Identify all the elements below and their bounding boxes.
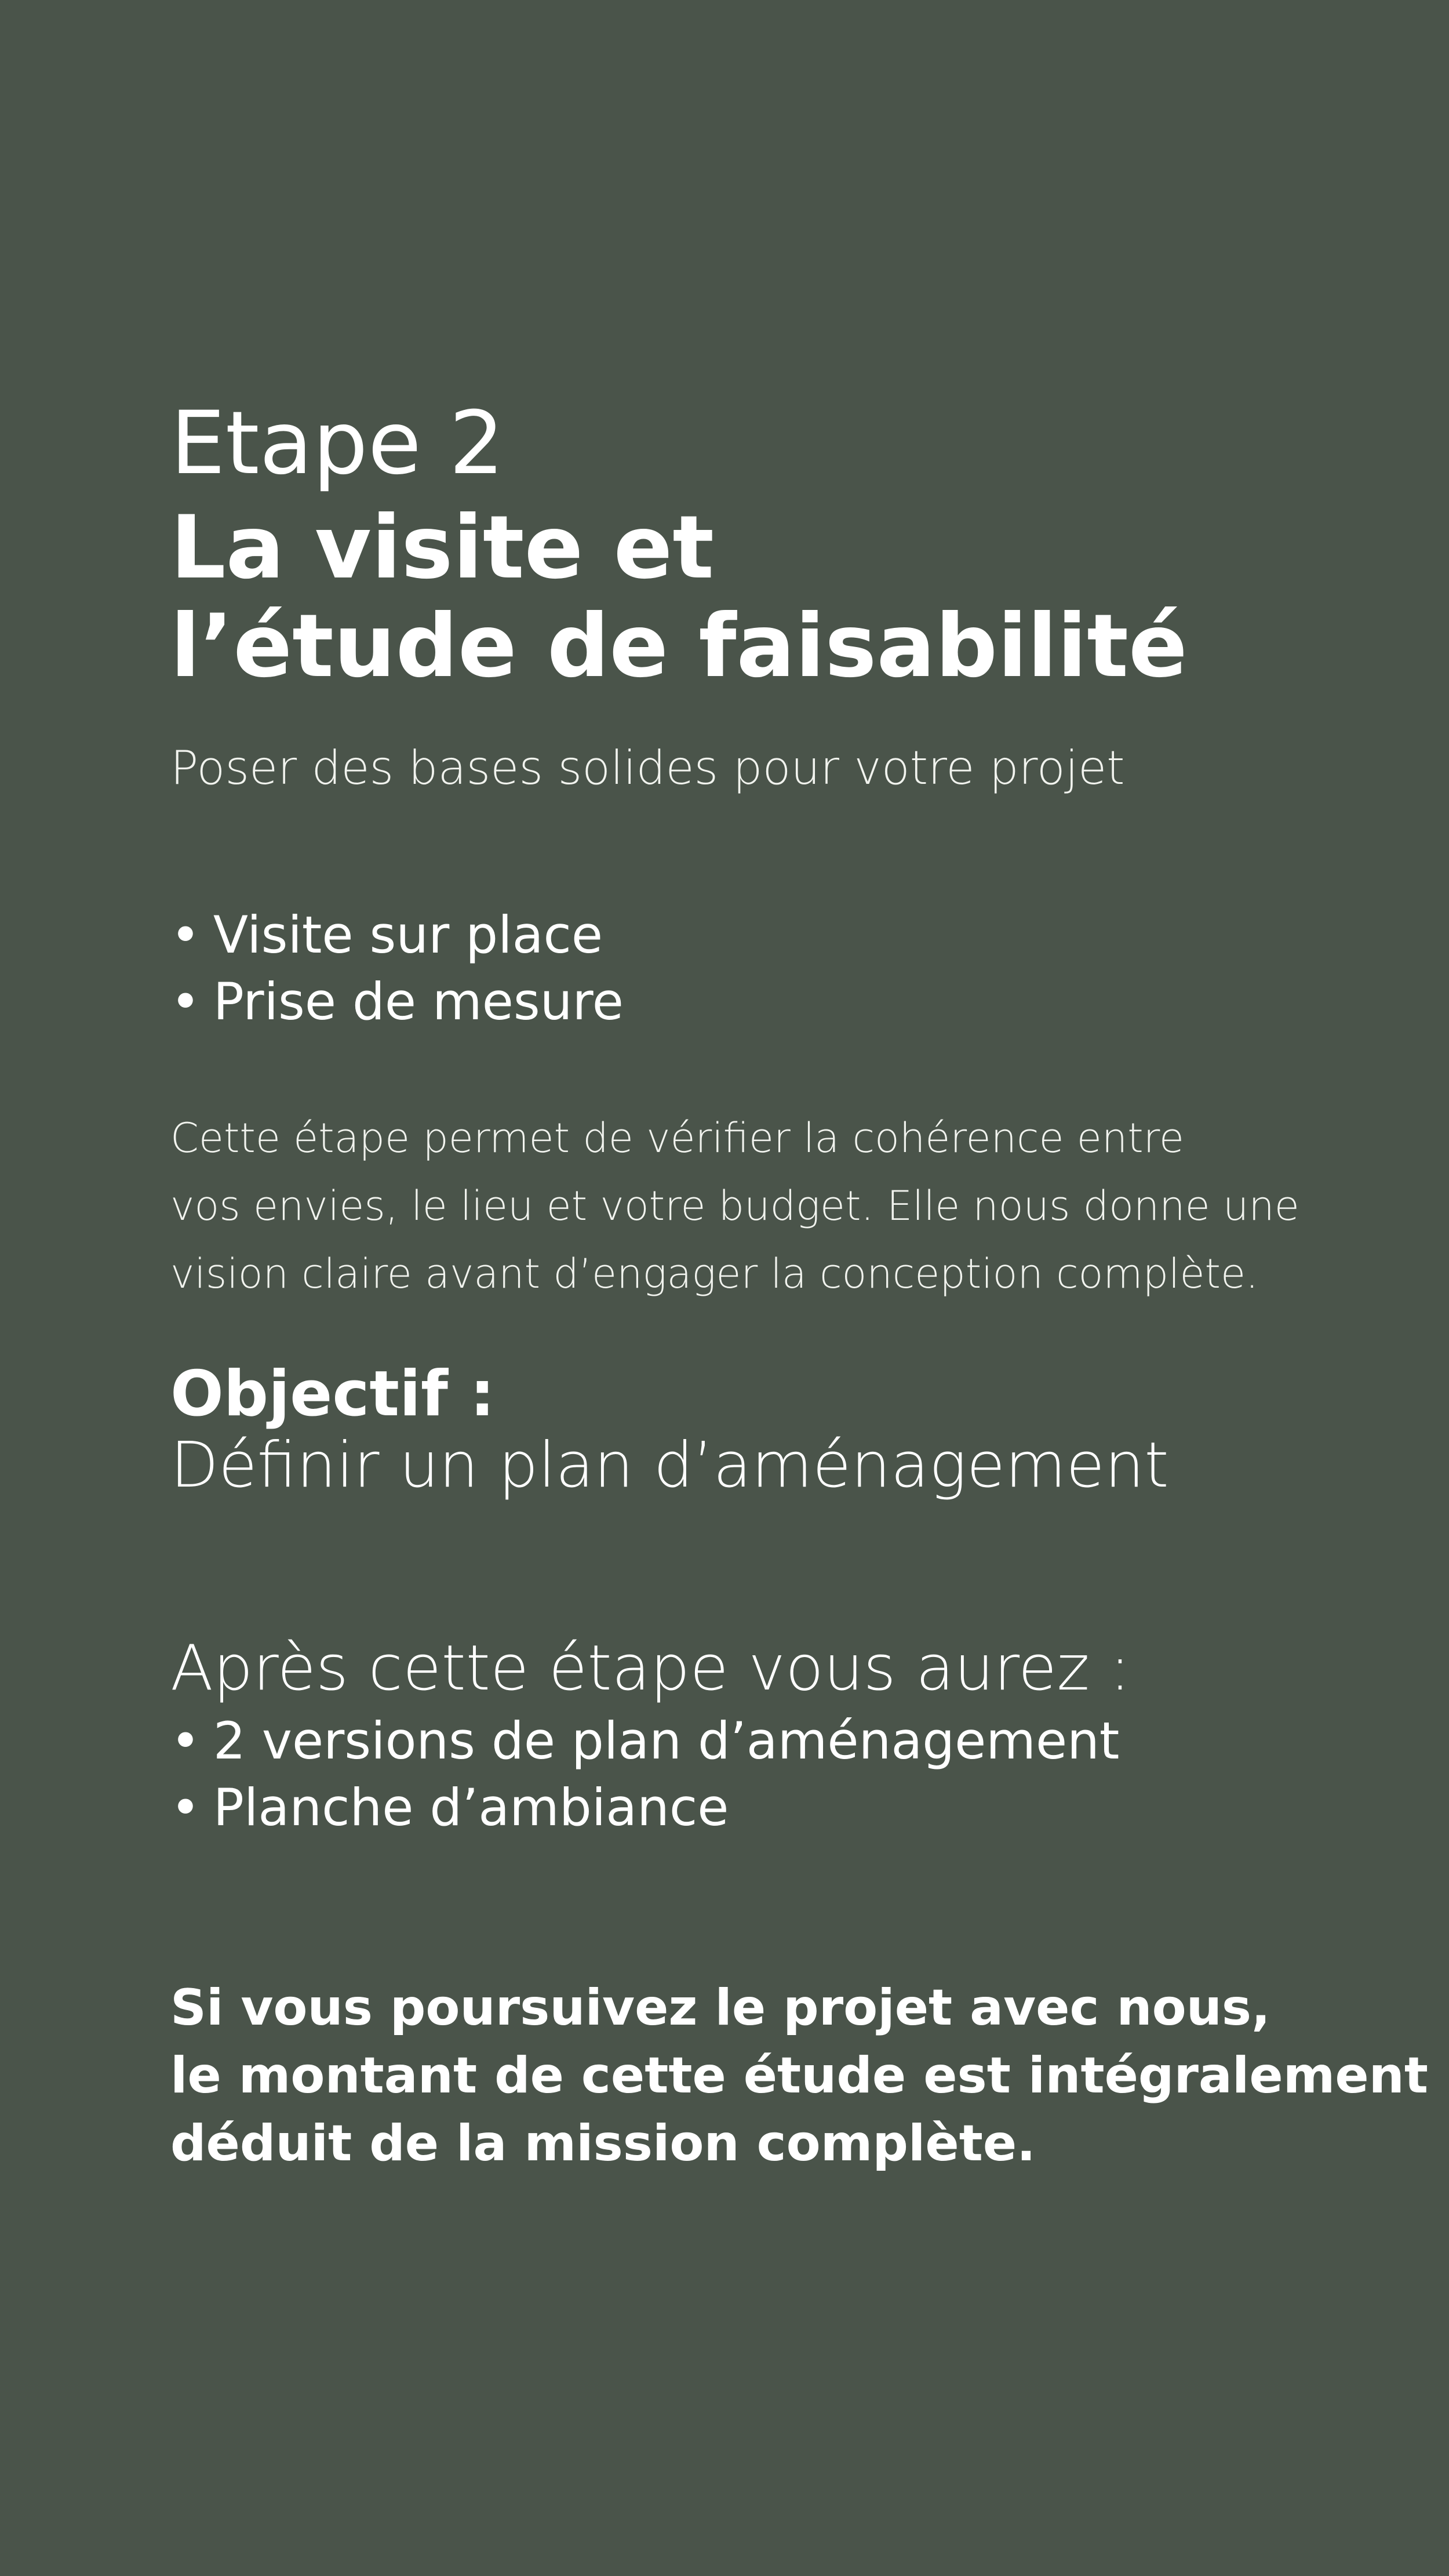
description — [170, 1104, 1330, 1308]
bullet-icon: • — [170, 1778, 201, 1837]
closing-line: déduit de la mission complète. — [170, 2114, 1036, 2172]
deliverables-list — [170, 1707, 1330, 1841]
list-item — [170, 1707, 1330, 1774]
subtitle: Poser des bases solides pour votre projet — [170, 741, 1125, 795]
visit-list — [170, 902, 1330, 1035]
list-item — [170, 902, 1330, 968]
list-item-label: Planche d’ambiance — [213, 1778, 729, 1837]
after-step-heading: Après cette étape vous aurez : — [170, 1632, 1131, 1705]
description-line: vos envies, le lieu et votre budget. Elle nous donne une — [170, 1182, 1299, 1230]
objective-label: Objectif : — [170, 1358, 495, 1430]
description-line: Cette étape permet de vérifier la cohérence entre — [170, 1114, 1184, 1162]
description-line: vision claire avant d’engager la conception complète. — [170, 1250, 1259, 1298]
list-item — [170, 968, 1330, 1035]
title-line-2: l’étude de faisabilité — [170, 596, 1188, 697]
step-label: Etape 2 — [170, 393, 505, 494]
closing-line: Si vous poursuivez le projet avec nous, — [170, 1979, 1270, 2037]
bullet-icon: • — [170, 972, 201, 1031]
page-title — [170, 499, 1330, 696]
list-item-label: Visite sur place — [213, 905, 603, 965]
objective-value: Définir un plan d’aménagement — [170, 1429, 1169, 1502]
closing-note — [170, 1974, 1428, 2178]
list-item-label: 2 versions de plan d’aménagement — [213, 1711, 1120, 1771]
closing-line: le montant de cette étude est intégralement — [170, 2047, 1428, 2105]
list-item — [170, 1774, 1330, 1841]
bullet-icon: • — [170, 905, 201, 965]
title-line-1: La visite et — [170, 497, 715, 598]
list-item-label: Prise de mesure — [213, 972, 624, 1031]
objective-section — [170, 1360, 1330, 1502]
bullet-icon: • — [170, 1711, 201, 1771]
